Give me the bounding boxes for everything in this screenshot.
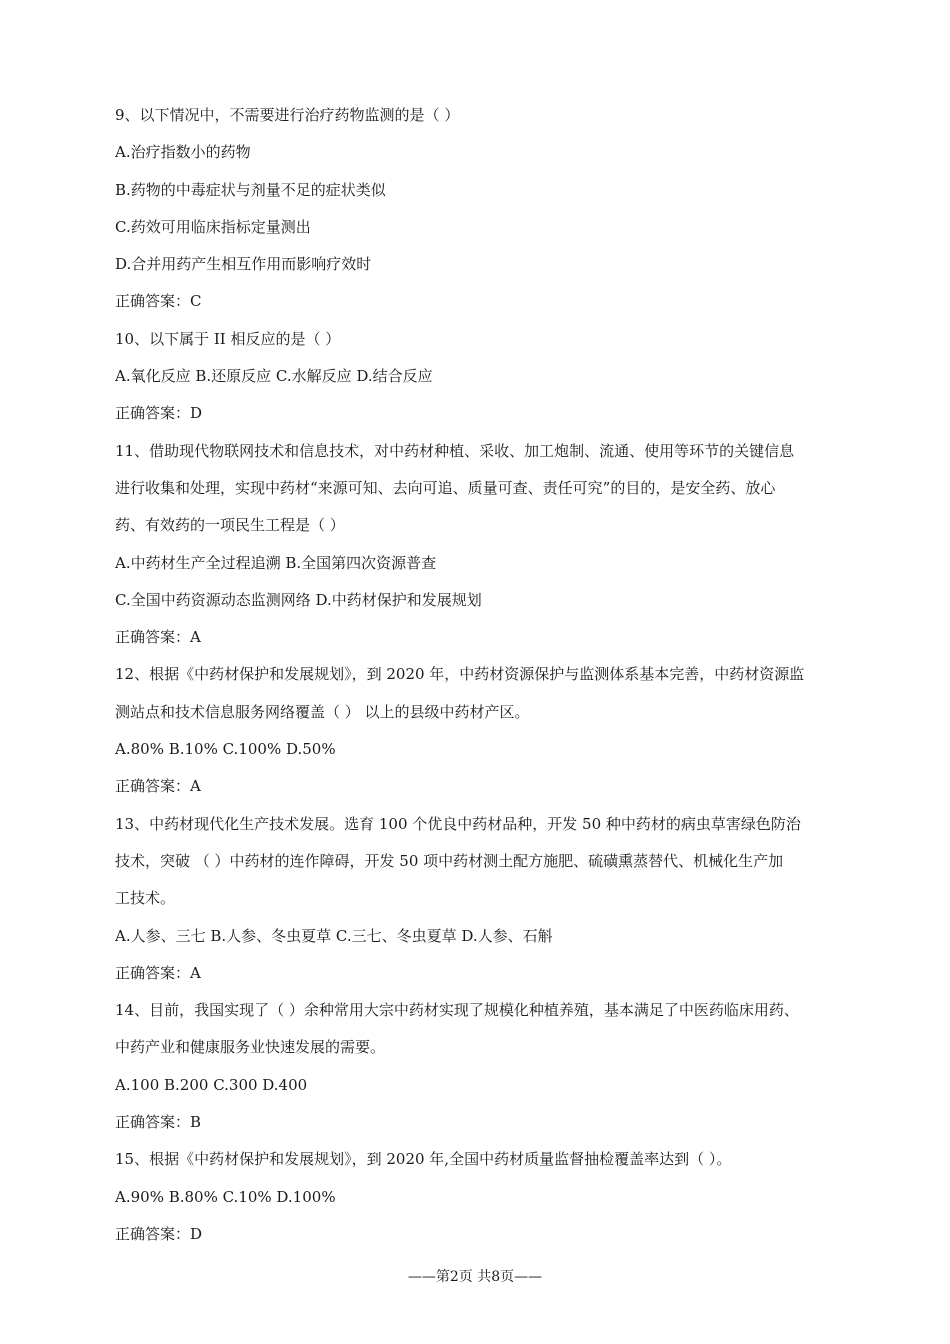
text-line: A.80% B.10% C.100% D.50% <box>115 740 336 759</box>
text-line: A.中药材生产全过程追溯 B.全国第四次资源普查 <box>115 553 437 572</box>
text-line: 12、根据《中药材保护和发展规划》，到 2020 年，中药材资源保护与监测体系基本完善，中药材资源监 <box>115 665 805 684</box>
answer-line: 正确答案：D <box>115 404 203 423</box>
text-line: A.90% B.80% C.10% D.100% <box>115 1187 336 1206</box>
answer-line: 正确答案：A <box>115 963 201 982</box>
answer-line: 正确答案：B <box>115 1113 202 1132</box>
text-line: 13、中药材现代化生产技术发展。选育 100 个优良中药材品种，开发 50 种中药材的病虫草害绿色防治 <box>115 814 801 833</box>
document-body <box>115 97 861 1253</box>
answer-line: 正确答案：A <box>115 777 201 796</box>
text-line: 技术，突破 （ ）中药材的连作障碍，开发 50 项中药材测土配方施肥、硫磺熏蒸替代、机械化生产加 <box>115 851 784 870</box>
text-line: 工技术。 <box>115 889 176 908</box>
page-footer: ——第2页 共8页—— <box>407 1269 543 1285</box>
text-line: 10、以下属于 II 相反应的是（ ） <box>115 329 341 348</box>
text-line: 14、目前，我国实现了（ ）余种常用大宗中药材实现了规模化种植养殖，基本满足了中医药临床用药、 <box>115 1001 799 1020</box>
text-line: 药、有效药的一项民生工程是（ ） <box>115 516 345 535</box>
text-line: 测站点和技术信息服务网络覆盖（ ） 以上的县级中药材产区。 <box>115 702 530 721</box>
text-line: D.合并用药产生相互作用而影响疗效时 <box>115 255 372 274</box>
answer-line: 正确答案：C <box>115 292 202 311</box>
text-line: B.药物的中毒症状与剂量不足的症状类似 <box>115 180 386 199</box>
answer-line: 正确答案：A <box>115 628 201 647</box>
text-line: 11、借助现代物联网技术和信息技术，对中药材种植、采收、加工炮制、流通、使用等环节的关键信息 <box>115 441 795 460</box>
text-line: 9、以下情况中，不需要进行治疗药物监测的是（ ） <box>115 106 460 124</box>
text-line: A.人参、三七 B.人参、冬虫夏草 C.三七、冬虫夏草 D.人参、石斛 <box>115 926 553 945</box>
text-line: A.100 B.200 C.300 D.400 <box>115 1075 308 1094</box>
text-line: 进行收集和处理，实现中药材“来源可知、去向可追、质量可查、责任可究”的目的，是安全药、放心 <box>115 478 776 497</box>
text-line: 中药产业和健康服务业快速发展的需要。 <box>115 1038 386 1057</box>
text-line: C.全国中药资源动态监测网络 D.中药材保护和发展规划 <box>115 590 482 609</box>
text-line: C.药效可用临床指标定量测出 <box>115 217 311 236</box>
text-line: A.治疗指数小的药物 <box>115 143 251 162</box>
answer-line: 正确答案：D <box>115 1224 203 1243</box>
text-line: 15、根据《中药材保护和发展规划》，到 2020 年,全国中药材质量监督抽检覆盖率达到（ ）。 <box>115 1150 732 1169</box>
text-line: A.氧化反应 B.还原反应 C.水解反应 D.结合反应 <box>115 367 433 386</box>
